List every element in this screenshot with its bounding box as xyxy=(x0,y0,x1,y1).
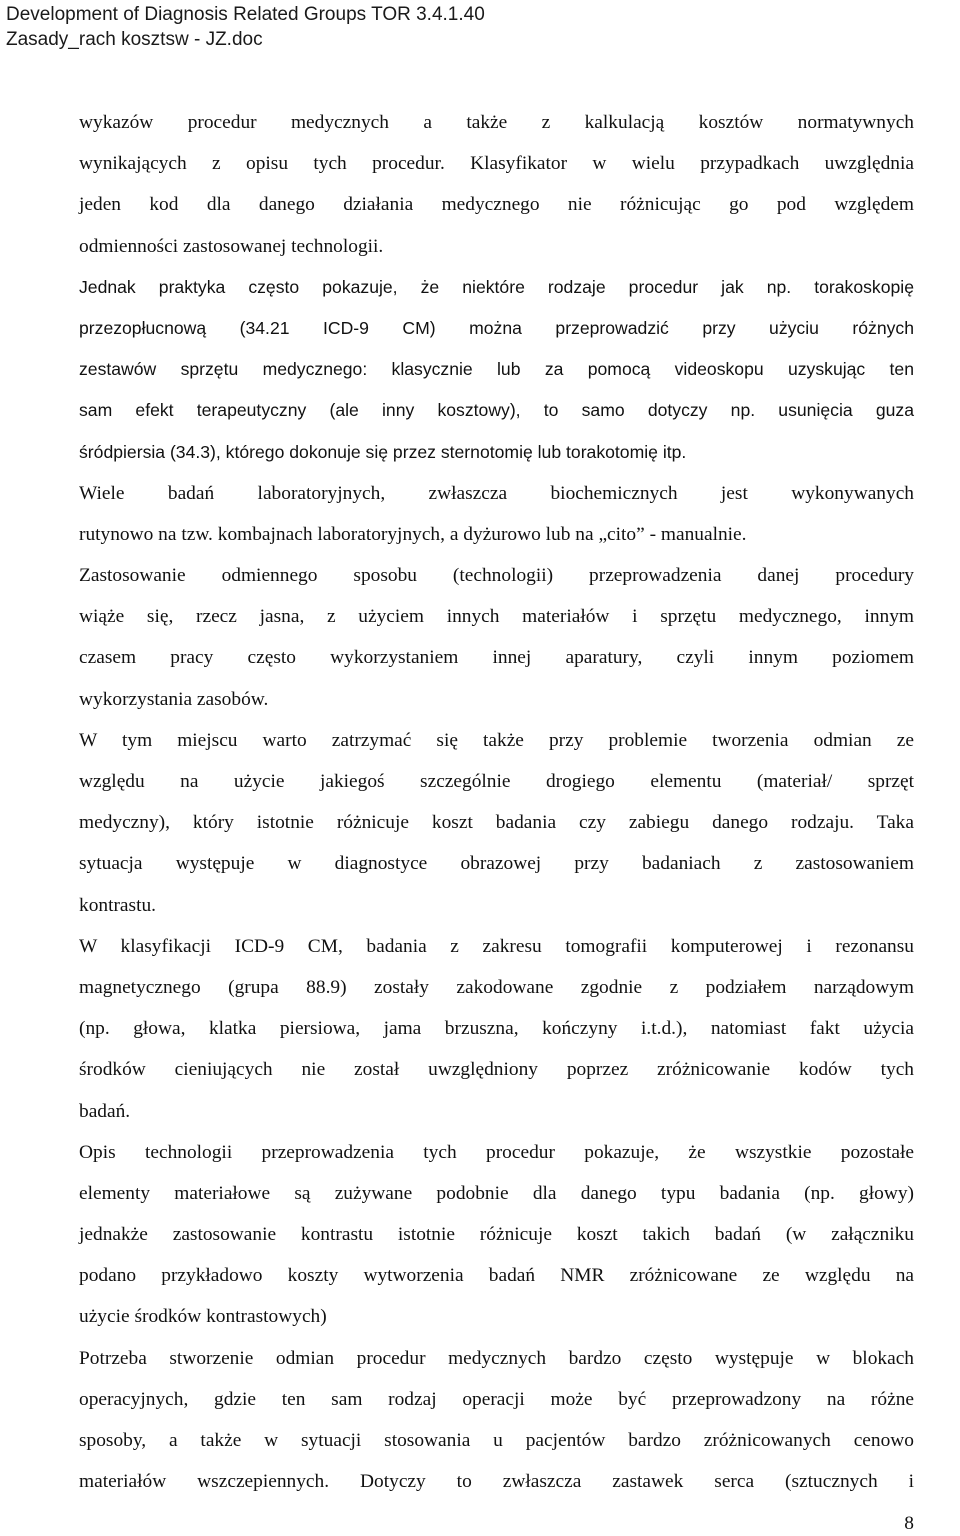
text-line: operacyjnych, gdzie ten sam rodzaj operacji może być przeprowadzony na różne xyxy=(79,1388,914,1410)
text-line: W klasyfikacji ICD-9 CM, badania z zakresu tomografii komputerowej i rezonansu xyxy=(79,935,914,957)
text-line: wykorzystania zasobów. xyxy=(79,688,269,710)
text-line: sam efekt terapeutyczny (ale inny kosztowy), to samo dotyczy np. usunięcia guza xyxy=(79,400,914,421)
text-line: przezopłucnową (34.21 ICD-9 CM) można przeprowadzić przy użyciu różnych xyxy=(79,317,914,338)
text-line: zestawów sprzętu medycznego: klasycznie lub za pomocą videoskopu uzyskując ten xyxy=(79,359,914,380)
page-number: 8 xyxy=(904,1513,914,1534)
text-line: sposoby, a także w sytuacji stosowania u pacjentów bardzo zróżnicowanych cenowo xyxy=(79,1430,914,1451)
text-line: podano przykładowo koszty wytworzenia badań NMR zróżnicowane ze względu na xyxy=(79,1265,914,1287)
text-line: wykazów procedur medycznych a także z kalkulacją kosztów normatywnych xyxy=(79,112,914,133)
text-line: Zastosowanie odmiennego sposobu (technologii) przeprowadzenia danej procedury xyxy=(79,565,914,587)
text-line: medyczny), który istotnie różnicuje koszt badania czy zabiegu danego rodzaju. Taka xyxy=(79,812,914,834)
text-line: jednakże zastosowanie kontrastu istotnie różnicuje koszt takich badań (w załączniku xyxy=(79,1224,914,1246)
text-line: środków cieniujących nie został uwzględniony poprzez zróżnicowanie kodów tych xyxy=(79,1059,914,1081)
text-line: rutynowo na tzw. kombajnach laboratoryjnych, a dyżurowo lub na „cito” - manualnie. xyxy=(79,523,747,545)
header-filename: Zasady_rach kosztsw - JZ.doc xyxy=(6,29,263,50)
body-text xyxy=(79,102,914,1502)
text-line: badań. xyxy=(79,1100,131,1122)
text-line: elementy materiałowe są zużywane podobnie dla danego typu badania (np. głowy) xyxy=(79,1182,914,1204)
document-header xyxy=(6,2,485,52)
text-line: kontrastu. xyxy=(79,894,157,916)
text-line: jeden kod dla danego działania medycznego nie różnicując go pod względem xyxy=(79,194,914,216)
text-line: Jednak praktyka często pokazuje, że niektóre rodzaje procedur jak np. torakoskopię xyxy=(79,276,914,297)
text-line: magnetycznego (grupa 88.9) zostały zakodowane zgodnie z podziałem narządowym xyxy=(79,976,914,998)
header-title: Development of Diagnosis Related Groups TOR 3.4.1.40 xyxy=(6,4,485,25)
text-line: W tym miejscu warto zatrzymać się także przy problemie tworzenia odmian ze xyxy=(79,729,914,751)
text-line: użycie środków kontrastowych) xyxy=(79,1306,327,1328)
text-line: względu na użycie jakiegoś szczególnie drogiego elementu (materiał/ sprzęt xyxy=(79,771,914,792)
text-line: odmienności zastosowanej technologii. xyxy=(79,235,384,257)
text-line: sytuacja występuje w diagnostyce obrazowej przy badaniach z zastosowaniem xyxy=(79,853,914,875)
text-line: Opis technologii przeprowadzenia tych procedur pokazuje, że wszystkie pozostałe xyxy=(79,1141,914,1163)
text-line: Wiele badań laboratoryjnych, zwłaszcza biochemicznych jest wykonywanych xyxy=(79,482,914,504)
text-line: czasem pracy często wykorzystaniem innej aparatury, czyli innym poziomem xyxy=(79,647,914,669)
text-line: (np. głowa, klatka piersiowa, jama brzuszna, kończyny i.t.d.), natomiast fakt użycia xyxy=(79,1018,914,1040)
text-line: śródpiersia (34.3), którego dokonuje się przez sternotomię lub torakotomię itp. xyxy=(79,441,687,462)
text-line: materiałów wszczepiennych. Dotyczy to zwłaszcza zastawek serca (sztucznych i xyxy=(79,1471,914,1493)
text-line: Potrzeba stworzenie odmian procedur medycznych bardzo często występuje w blokach xyxy=(79,1347,914,1369)
text-line: wynikających z opisu tych procedur. Klasyfikator w wielu przypadkach uwzględnia xyxy=(79,153,914,175)
text-line: wiąże się, rzecz jasna, z użyciem innych materiałów i sprzętu medycznego, innym xyxy=(79,606,914,628)
